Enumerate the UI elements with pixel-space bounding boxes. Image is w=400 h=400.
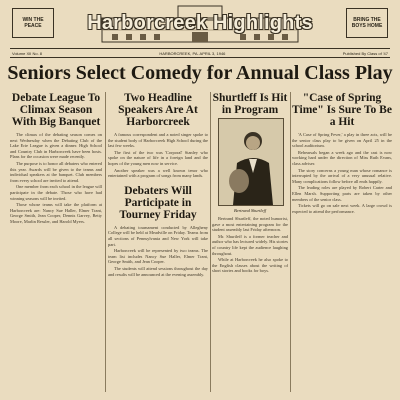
nameplate [82,4,318,44]
column-rule [105,92,106,392]
paragraph: Mr. Shurtleff is a former teacher and author who has lectured widely. His stories of country life kept the audience laughing throughout. [212,233,288,256]
publisher-line: Published By Class of '47 [342,50,388,56]
paragraph: A debating tournament conducted by Allegheny College will be held at Meadville on Friday. Teams from all sections of Pennsylvania and New York will take part. [108,224,208,247]
headline: Debaters Will Participate in Tourney Friday [119,184,197,221]
article-body [10,132,102,225]
banner-headline: Seniors Select Comedy for Annual Class Play [7,62,393,84]
paragraph: Harborcreek will be represented by two teams. The team list includes Nancy Sue Haller, Elmer Trant, George Smith, and Jean Cooper. [108,248,208,265]
article-body [292,132,392,214]
headline: Two Headline Speakers Are At Harborcreek [118,92,198,128]
left-ear-box [12,8,54,38]
left-ear-text: WIN THE PEACE [22,16,44,29]
paragraph: The first of the two was 'Corporal' Stanley who spoke on the nature of life in a foreign land and the hopes of the young men now in service. [108,149,208,166]
volume-number: Volume XII No. 8 [12,50,43,56]
paragraph: The story concerns a young man whose romance is interrupted by the arrival of a very unusual relative. Many complications follow before all ends happily. [292,167,392,184]
story-headline-speakers [108,92,208,278]
headline: Shurtleff Is Hit in Program [212,92,288,116]
paragraph: 'A Case of Spring Fever,' a play in three acts, will be the senior class play to be given on April 25 in the school auditorium. [292,132,392,149]
column-rule [210,92,211,392]
paragraph: The students will attend sessions throughout the day and results will be announced at the evening assembly. [108,265,208,277]
photo-caption: Bertrand Shurtleff [233,208,267,213]
portrait-photo [218,118,284,206]
paragraph: Those whose teams will take the platform at Harborcreek are: Nancy Sue Haller, Elmer Trant, George Smith, Jean Cooper, Dennis Garvey, Betty Moore, Marlin Ressler, and Harold Myers. [10,202,102,224]
article-body [108,132,208,179]
headline: "Case of Spring Time" Is Sure To Be a Hit [292,92,392,128]
paragraph: The purpose is to honor all debaters who entered this year. Awards will be given to the teams and individual speakers at the banquet. Club members from every school are invited to attend. [10,160,102,183]
paragraph: The climax of the debating season comes on next Wednesday when the Debating Club of the Lake Erie League is given a dinner. High School and Country Club in Harborcreek have been hosts. Plans for the occasion were made recently. [10,132,102,160]
right-ear-box [346,8,388,38]
paragraph: While at Harborcreek he also spoke to the English classes about the writing of short stories and books for boys. [212,257,288,274]
right-ear-text: BRING THE BOYS HOME [351,16,383,29]
article-body [212,216,288,275]
masthead [0,0,400,62]
column-rule [290,92,291,392]
paragraph: A famous correspondent and a noted singer spoke to the student body of Harborcreek High School during the last few weeks. [108,132,208,149]
newspaper-title: Harborcreek Highlights [87,12,313,34]
paragraph: Rehearsals began a week ago and the cast is now working hard under the direction of Miss Ruth Evans, class adviser. [292,149,392,166]
paragraph: Bertrand Shurtleff, the noted humorist, gave a most entertaining program for the student assembly last Friday afternoon. [212,216,288,233]
article-body [108,225,208,277]
story-debate-league [10,92,102,226]
headline: Debate League To Climax Season With Big Banquet [11,92,101,128]
story-spring-play [292,92,392,215]
man-portrait-illustration [219,119,283,205]
dateline [10,48,390,58]
place-date: HARBORCREEK, PA. APRIL 3, 1946 [159,50,226,56]
paragraph: One member from each school in the league will participate in the debate. Those who have had winning seasons will be invited. [10,184,102,201]
paragraph: Tickets will go on sale next week. A large crowd is expected to attend the performance. [292,203,392,214]
story-shurtleff [212,92,288,274]
paragraph: The leading roles are played by Robert Carter and Ellen Marsh. Supporting parts are taken by other members of the senior class. [292,185,392,202]
paragraph: Another speaker was a well known tenor who entertained with a program of songs from many lands. [108,167,208,179]
